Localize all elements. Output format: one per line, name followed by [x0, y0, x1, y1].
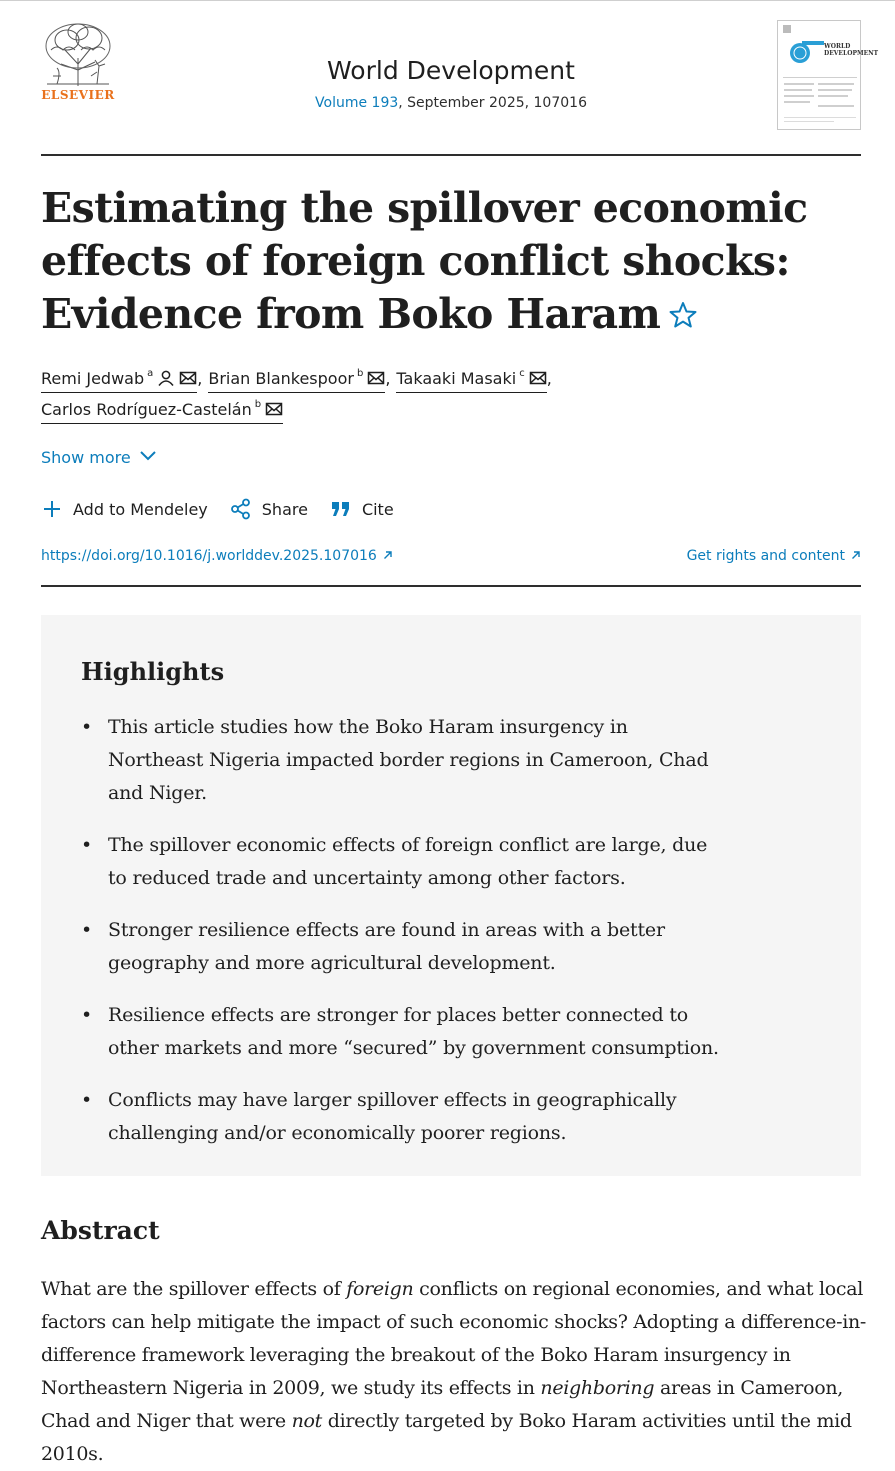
- share-button[interactable]: [230, 498, 308, 520]
- list-item: [81, 999, 721, 1065]
- highlight-text: Conflicts may have larger spillover effects in geographically challenging and/or economically poorer regions.: [108, 1089, 677, 1144]
- header-divider: [41, 154, 861, 156]
- highlights-list: [81, 711, 721, 1169]
- share-label: Share: [261, 499, 308, 519]
- highlights-heading: Highlights: [81, 657, 225, 686]
- author-list: [41, 363, 861, 425]
- volume-link[interactable]: Volume 193: [315, 95, 399, 111]
- rights-text: Get rights and content: [686, 548, 845, 564]
- doi-divider: [41, 585, 861, 587]
- abstract-paragraph: [41, 1273, 867, 1471]
- person-icon: [157, 370, 175, 386]
- envelope-icon: [179, 370, 197, 386]
- abstract-text: areas in Cameroon, Chad and Niger that were: [41, 1377, 844, 1432]
- affiliation-marker: b: [356, 368, 364, 379]
- bullet: •: [81, 716, 93, 738]
- abstract-text: directly targeted by Boko Haram activities until the mid 2010s.: [41, 1410, 852, 1465]
- rights-link[interactable]: [687, 548, 861, 564]
- author-link[interactable]: [208, 363, 385, 393]
- doi-text: https://doi.org/10.1016/j.worlddev.2025.107016: [41, 548, 377, 564]
- author-name: Takaaki Masaki: [396, 369, 517, 388]
- bullet: •: [81, 919, 93, 941]
- abstract-emphasis: neighboring: [540, 1377, 655, 1399]
- cite-button[interactable]: [330, 498, 394, 520]
- list-item: [81, 829, 721, 895]
- author-separator: ,: [385, 369, 391, 388]
- author-link[interactable]: [396, 363, 546, 393]
- journal-issue: [41, 95, 861, 111]
- article-title: [41, 182, 871, 341]
- show-more-button[interactable]: [41, 448, 157, 467]
- quote-icon: [330, 498, 352, 520]
- bullet: •: [81, 834, 93, 856]
- highlight-text: This article studies how the Boko Haram insurgency in Northeast Nigeria impacted border regions in Cameroon, Chad and Niger.: [108, 716, 709, 804]
- author-separator: ,: [197, 369, 203, 388]
- plus-icon: [41, 498, 63, 520]
- cite-label: Cite: [361, 499, 394, 519]
- author-name: Carlos Rodríguez-Castelán: [41, 400, 252, 419]
- highlight-text: The spillover economic effects of foreign conflict are large, due to reduced trade and uncertainty among other factors.: [108, 834, 708, 889]
- issue-details: , September 2025, 107016: [398, 95, 587, 111]
- list-item: [81, 1084, 721, 1150]
- article-title-text: Estimating the spillover economic effects of foreign conflict shocks: Evidence from Boko Haram: [41, 184, 808, 338]
- envelope-icon: [367, 370, 385, 386]
- author-name: Brian Blankespoor: [208, 369, 354, 388]
- publisher-name: ELSEVIER: [41, 88, 115, 102]
- cover-journal-name: WORLD DEVELOPMENT: [824, 43, 879, 57]
- envelope-icon: [265, 401, 283, 417]
- external-arrow-icon: [383, 550, 393, 560]
- doi-row: [41, 548, 861, 570]
- abstract-text: conflicts on regional economies, and what local factors can help mitigate the impact of such economic shocks? Adopting a difference-in-difference framework leveraging the breakout of the Boko Haram insurgency in Northeastern Nigeria in 2009, we study its effects in: [41, 1278, 867, 1399]
- show-more-label: Show more: [41, 448, 131, 467]
- highlight-text: Stronger resilience effects are found in areas with a better geography and more agricultural development.: [108, 919, 665, 974]
- journal-header: [41, 20, 879, 132]
- abstract-emphasis: foreign: [346, 1278, 414, 1300]
- highlights-panel: [41, 615, 861, 1176]
- highlight-text: Resilience effects are stronger for places better connected to other markets and more “secured” by government consumption.: [108, 1004, 719, 1059]
- star-outline-icon[interactable]: [668, 300, 698, 330]
- journal-info: [41, 56, 861, 111]
- affiliation-marker: a: [147, 368, 154, 379]
- envelope-icon: [529, 370, 547, 386]
- author-link[interactable]: [41, 394, 283, 424]
- doi-link[interactable]: [41, 548, 393, 564]
- list-item: [81, 711, 721, 810]
- share-icon: [230, 498, 252, 520]
- top-border: [0, 0, 895, 1]
- abstract-emphasis: not: [291, 1410, 322, 1432]
- abstract-heading: Abstract: [41, 1216, 160, 1245]
- add-to-mendeley-button[interactable]: [41, 498, 208, 520]
- mendeley-label: Add to Mendeley: [73, 499, 208, 519]
- affiliation-marker: b: [254, 399, 262, 410]
- external-arrow-icon: [851, 550, 861, 560]
- abstract-text: What are the spillover effects of: [41, 1278, 347, 1300]
- journal-cover-thumbnail[interactable]: [777, 20, 879, 130]
- chevron-down-icon: [139, 450, 157, 462]
- cover-art: [778, 21, 879, 131]
- list-item: [81, 914, 721, 980]
- author-separator: ,: [546, 369, 552, 388]
- article-toolbar: [41, 496, 416, 522]
- author-name: Remi Jedwab: [41, 369, 145, 388]
- bullet: •: [81, 1089, 93, 1111]
- bullet: •: [81, 1004, 93, 1026]
- affiliation-marker: c: [519, 368, 525, 379]
- journal-title[interactable]: World Development: [327, 56, 575, 85]
- author-link[interactable]: [41, 363, 197, 393]
